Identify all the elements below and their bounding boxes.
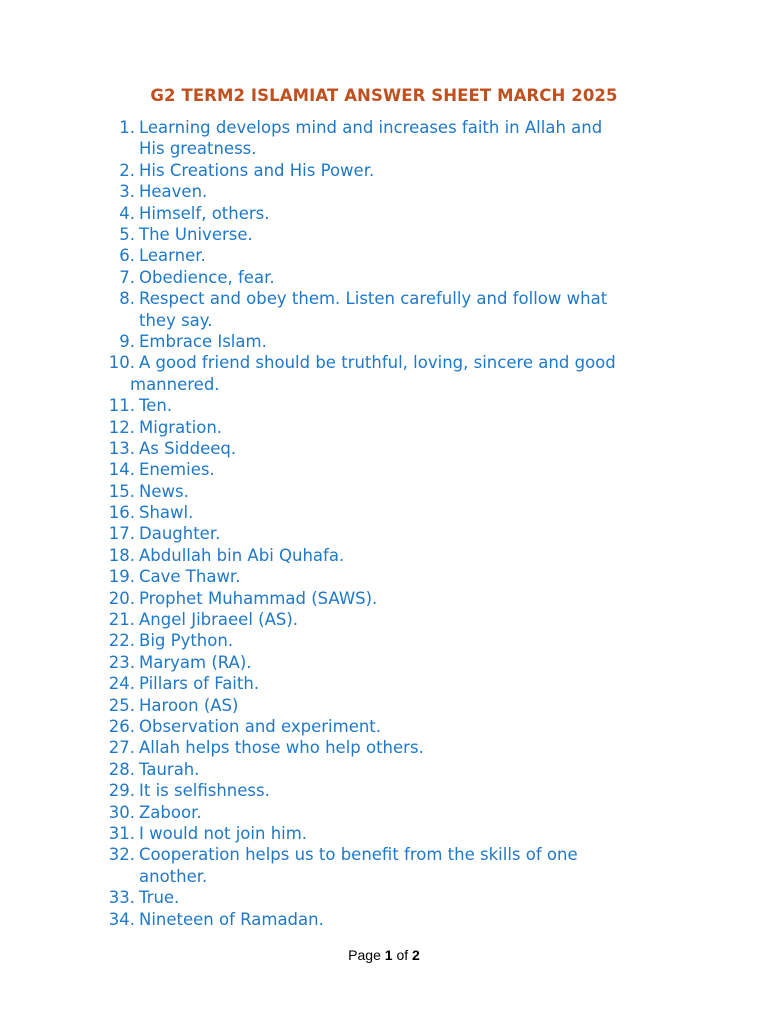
answer-text: Pillars of Faith.	[139, 674, 260, 694]
answer-number: 6.	[119, 246, 135, 266]
answer-number: 1.	[119, 118, 135, 137]
answer-text: News.	[139, 481, 189, 501]
answer-text: Cooperation helps us to benefit from the skills of one	[139, 845, 578, 865]
footer-current-page: 1	[384, 947, 393, 963]
list-item	[0, 395, 768, 416]
list-item	[0, 823, 768, 844]
answer-text: Ten.	[139, 396, 173, 416]
list-item	[0, 438, 768, 459]
answer-text: Heaven.	[139, 182, 208, 202]
list-item	[0, 459, 768, 480]
list-item	[0, 566, 768, 587]
answer-number: 3.	[119, 182, 135, 202]
list-item	[0, 887, 768, 908]
answer-number: 5.	[119, 224, 135, 244]
answer-number: 16.	[108, 503, 135, 523]
list-item	[0, 673, 768, 694]
answer-text: It is selfishness.	[139, 781, 270, 801]
list-item	[0, 481, 768, 502]
answer-list	[0, 117, 768, 930]
answer-number: 31.	[108, 823, 135, 843]
answer-number: 4.	[119, 203, 135, 223]
answer-number: 21.	[108, 610, 135, 630]
answer-text: His Creations and His Power.	[139, 160, 375, 180]
list-item	[0, 352, 768, 395]
answer-text: As Siddeeq.	[139, 438, 237, 458]
answer-number: 11.	[108, 396, 135, 416]
answer-text: Allah helps those who help others.	[139, 738, 424, 758]
answer-number: 13.	[108, 438, 135, 458]
answer-number: 24.	[108, 674, 135, 694]
list-item	[0, 780, 768, 801]
answer-text: Migration.	[139, 417, 223, 437]
answer-number: 8.	[119, 289, 135, 309]
footer-of-word: of	[396, 947, 409, 963]
list-item	[0, 695, 768, 716]
list-item	[0, 224, 768, 245]
answer-text: I would not join him.	[139, 823, 308, 843]
list-item	[0, 630, 768, 651]
answer-number: 19.	[108, 567, 135, 587]
list-item	[0, 759, 768, 780]
footer-page-word: Page	[348, 947, 381, 963]
list-item	[0, 652, 768, 673]
answer-number: 32.	[108, 845, 135, 865]
answer-text-continued: mannered.	[130, 374, 220, 394]
answer-number: 14.	[108, 460, 135, 480]
page-title: G2 TERM2 ISLAMIAT ANSWER SHEET MARCH 2025	[150, 86, 618, 105]
answer-text: Cave Thawr.	[139, 567, 241, 587]
list-item	[0, 502, 768, 523]
answer-number: 10.	[108, 353, 135, 373]
list-item	[0, 181, 768, 202]
list-item	[0, 716, 768, 737]
footer-total-pages: 2	[412, 947, 420, 963]
answer-text-continued: another.	[139, 866, 208, 886]
answer-text: True.	[139, 888, 180, 908]
list-item	[0, 588, 768, 609]
answer-number: 9.	[119, 331, 135, 351]
answer-text: Shawl.	[139, 503, 194, 523]
answer-number: 7.	[119, 267, 135, 287]
answer-text: A good friend should be truthful, loving, sincere and good	[139, 353, 616, 373]
answer-text: Big Python.	[139, 631, 234, 651]
answer-text: Embrace Islam.	[139, 331, 267, 351]
list-item	[0, 523, 768, 544]
answer-number: 28.	[108, 759, 135, 779]
answer-text: Observation and experiment.	[139, 716, 382, 736]
answer-number: 15.	[108, 481, 135, 501]
answer-number: 30.	[108, 802, 135, 822]
answer-number: 17.	[108, 524, 135, 544]
answer-number: 33.	[108, 888, 135, 908]
list-item	[0, 844, 768, 887]
answer-text: Learner.	[139, 246, 206, 266]
list-item	[0, 203, 768, 224]
answer-text-continued: His greatness.	[139, 139, 257, 159]
answer-number: 12.	[108, 417, 135, 437]
answer-text: Maryam (RA).	[139, 652, 252, 672]
list-item	[0, 545, 768, 566]
answer-number: 27.	[108, 738, 135, 758]
page-footer	[0, 947, 768, 963]
list-item	[0, 802, 768, 823]
answer-text: Nineteen of Ramadan.	[139, 909, 324, 929]
answer-number: 34.	[108, 909, 135, 929]
answer-text: Obedience, fear.	[139, 267, 275, 287]
answer-number: 18.	[108, 545, 135, 565]
answer-number: 29.	[108, 781, 135, 801]
list-item	[0, 609, 768, 630]
list-item	[0, 288, 768, 331]
answer-text-continued: they say.	[139, 310, 213, 330]
answer-text: Himself, others.	[139, 203, 270, 223]
answer-text: Taurah.	[139, 759, 200, 779]
answer-text: Abdullah bin Abi Quhafa.	[139, 545, 345, 565]
list-item	[0, 417, 768, 438]
answer-text: Respect and obey them. Listen carefully and follow what	[139, 289, 608, 309]
answer-text: The Universe.	[139, 224, 253, 244]
answer-text: Learning develops mind and increases faith in Allah and	[139, 118, 603, 137]
answer-number: 2.	[119, 160, 135, 180]
answer-number: 25.	[108, 695, 135, 715]
list-item	[0, 909, 768, 930]
list-item	[0, 160, 768, 181]
list-item	[0, 331, 768, 352]
answer-text: Daughter.	[139, 524, 221, 544]
answer-number: 23.	[108, 652, 135, 672]
list-item	[0, 737, 768, 758]
answer-text: Enemies.	[139, 460, 215, 480]
answer-number: 22.	[108, 631, 135, 651]
answer-text: Angel Jibraeel (AS).	[139, 610, 299, 630]
answer-number: 26.	[108, 716, 135, 736]
answer-text: Prophet Muhammad (SAWS).	[139, 588, 378, 608]
list-item	[0, 267, 768, 288]
list-item	[0, 245, 768, 266]
answer-number: 20.	[108, 588, 135, 608]
list-item	[0, 117, 768, 160]
answer-text: Haroon (AS)	[139, 695, 239, 715]
answer-text: Zaboor.	[139, 802, 202, 822]
